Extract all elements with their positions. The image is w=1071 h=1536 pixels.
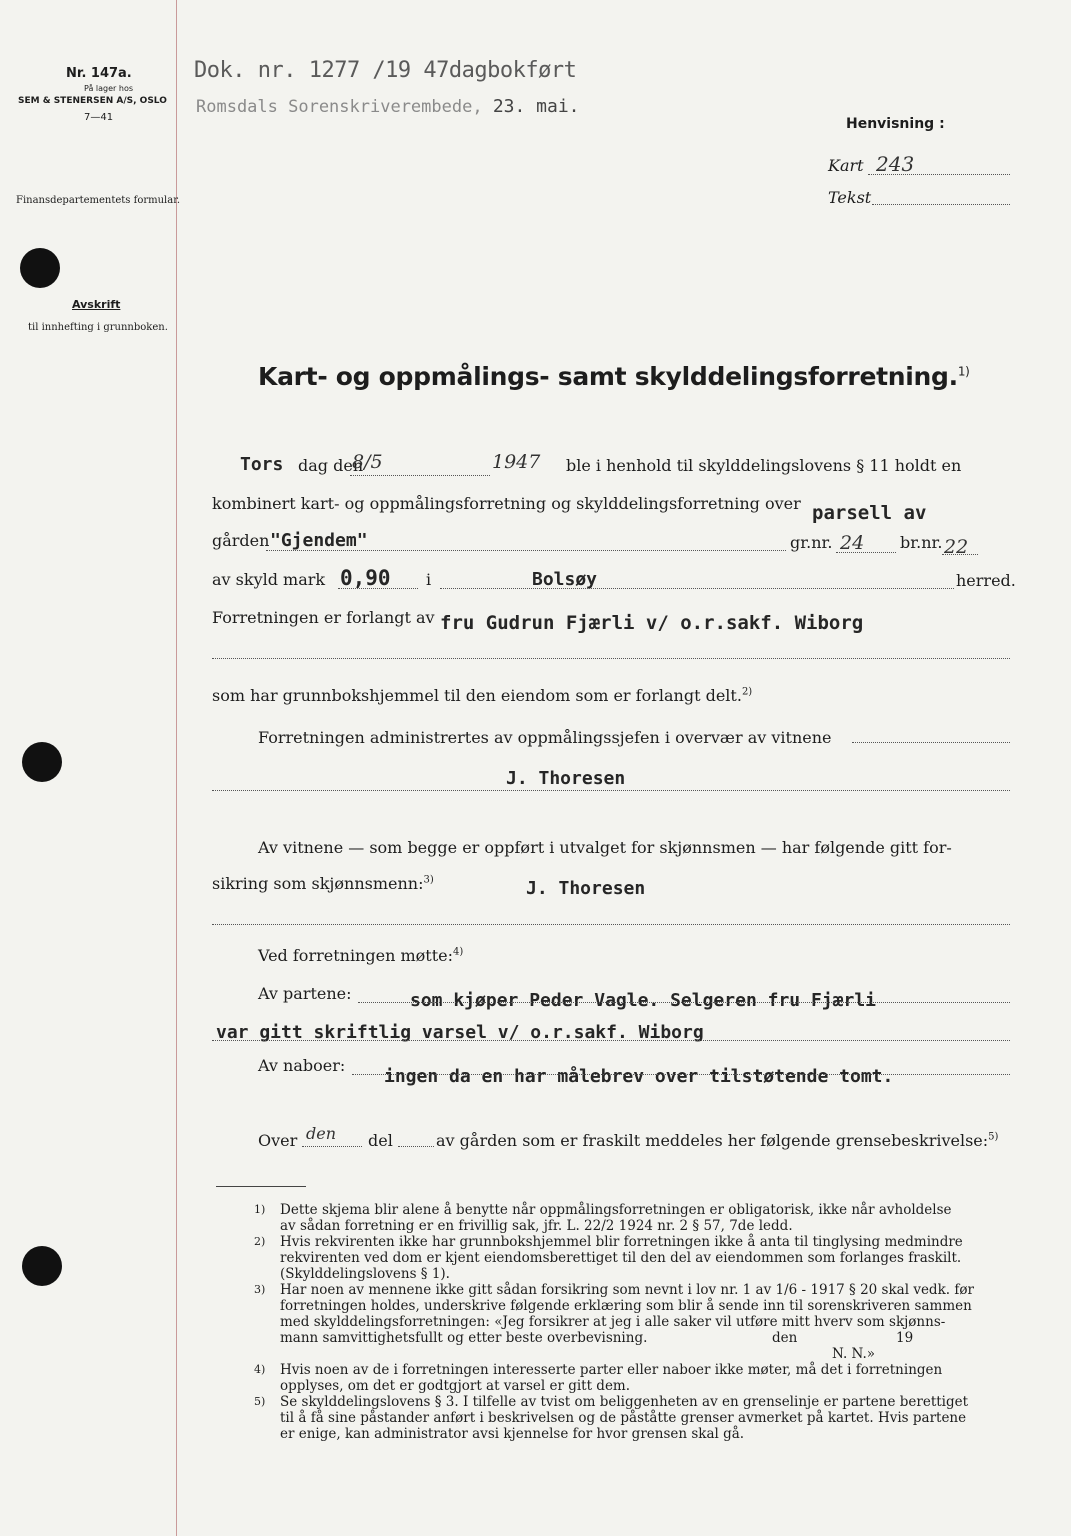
kart-value: 243 — [876, 152, 915, 176]
grnr-value: 24 — [840, 532, 865, 554]
i-label: i — [426, 570, 432, 589]
grense-note: 5) — [988, 1131, 999, 1143]
vitner-dotted-line — [212, 924, 1010, 925]
motte-note: 4) — [452, 946, 464, 958]
line-2-text: kombinert kart- og oppmålingsforretning og skylddelingsforretning over — [212, 494, 801, 513]
kart-label: Kart — [828, 156, 864, 175]
herred-dotted-line — [440, 588, 954, 589]
grense-text: av gården som er fraskilt meddeles her følgende grensebeskrivelse: — [436, 1131, 989, 1150]
partene-dotted-line-1 — [358, 1002, 1010, 1003]
grunnbok-text: som har grunnbokshjemmel til den eiendom som er forlangt delt. — [212, 686, 742, 705]
skyld-dotted-line — [338, 588, 418, 589]
admin-dotted-line — [852, 742, 1010, 743]
witness-dotted-line — [212, 790, 1010, 791]
reference-heading: Henvisning : — [846, 116, 945, 132]
grnr-dotted-line — [836, 552, 896, 553]
partene-value-2: var gitt skriftlig varsel v/ o.r.sakf. Wiborg — [216, 1022, 704, 1043]
garden-dotted-line — [266, 550, 786, 551]
partene-dotted-line-2 — [212, 1040, 1010, 1041]
department-label: Finansdepartementets formular. — [16, 195, 181, 206]
herred-value: Bolsøy — [532, 569, 598, 590]
footnote-4-number: 4) — [254, 1363, 266, 1376]
footnote-1-line-b: av sådan forretning er en frivillig sak, jfr. L. 22/2 1924 nr. 2 § 57, 7de ledd. — [280, 1218, 793, 1234]
margin-line — [176, 0, 177, 1536]
admin-line: Forretningen administrertes av oppmålingssjefen i overvær av vitnene — [258, 728, 832, 747]
grnr-label: gr.nr. — [790, 533, 833, 552]
punch-hole-middle — [22, 742, 62, 782]
footnote-3-line-d: mann samvittighetsfullt og etter beste overbevisning. — [280, 1330, 648, 1346]
naboer-dotted-line — [352, 1074, 1010, 1075]
punch-hole-bottom — [22, 1246, 62, 1286]
brnr-dotted-line — [942, 554, 978, 555]
del-label: del — [368, 1131, 393, 1150]
brnr-label: br.nr. — [900, 533, 943, 552]
vitner-line-1: Av vitnene — som begge er oppført i utvalget for skjønnsmen — har følgende gitt for- — [258, 838, 952, 857]
garden-label: gården — [212, 531, 270, 550]
year-value: 1947 — [492, 451, 541, 473]
avskrift-sub: til innhefting i grunnboken. — [28, 322, 168, 333]
line-1-rest: ble i henhold til skylddelingslovens § 11 holdt en — [566, 456, 962, 475]
dag-den-label: dag den — [298, 456, 364, 475]
footnote-3-line-b: forretningen holdes, underskrive følgende erklæring som blir å sende inn til sorenskriveren sammen — [280, 1298, 972, 1314]
del-dotted-line — [398, 1146, 434, 1147]
naboer-label: Av naboer: — [258, 1056, 346, 1075]
over-hand-value: den — [306, 1124, 337, 1143]
grunnbok-note: 2) — [741, 686, 753, 698]
footnote-5-line-b: til å få sine påstander anført i beskrivelsen og de påståtte grenser avmerket på kartet. Hvis partene — [280, 1410, 967, 1426]
vitner-line-2 — [212, 874, 434, 893]
grense-line — [436, 1131, 998, 1150]
partene-label: Av partene: — [258, 984, 352, 1003]
footnote-2-number: 2) — [254, 1235, 266, 1248]
forlangt-dotted-line — [212, 658, 1010, 659]
footnote-3-line-a: Har noen av mennene ikke gitt sådan forsikring som nevnt i lov nr. 1 av 1/6 - 1917 § 20 skal vedk. før — [280, 1282, 974, 1298]
vitner-value: J. Thoresen — [526, 878, 646, 899]
footnote-2-line-c: (Skylddelingslovens § 1). — [280, 1266, 450, 1282]
footnote-3-line-c: med skylddelingsforretningen: «Jeg forsikrer at jeg i alle saker vil utføre mitt hverv som skjønns- — [280, 1314, 946, 1330]
grunnbok-line — [212, 686, 752, 705]
document-title — [258, 362, 970, 391]
form-number: Nr. 147a. — [66, 66, 132, 81]
over-dotted-line — [302, 1146, 362, 1147]
document-stamp-line-1: Dok. nr. 1277 /19 47dagbokført — [194, 58, 577, 83]
forlangt-label: Forretningen er forlangt av — [212, 608, 435, 627]
partene-value-1: som kjøper Peder Vagle. Selgeren fru Fjærli — [410, 990, 876, 1011]
forlangt-value: fru Gudrun Fjærli v/ o.r.sakf. Wiborg — [440, 612, 864, 634]
tekst-dotted-line — [872, 204, 1010, 205]
document-stamp-line-2 — [196, 96, 580, 117]
footnote-4-line-b: opplyses, om det er godtgjort at varsel er gitt dem. — [280, 1378, 631, 1394]
footnote-separator — [216, 1186, 306, 1187]
over-label: Over — [258, 1131, 298, 1150]
footnote-2-line-b: rekvirenten ved dom er kjent eiendomsberettiget til den del av eiendommen som forlanges fraskilt. — [280, 1250, 962, 1266]
punch-hole-top — [20, 248, 60, 288]
footnote-2-line-a: Hvis rekvirenten ikke har grunnbokshjemmel blir forretningen ikke å anta til tinglysing medmindre — [280, 1234, 963, 1250]
vitner-line-2-text: sikring som skjønnsmenn: — [212, 874, 424, 893]
footnote-5-line-a: Se skylddelingslovens § 3. I tilfelle av tvist om beliggenheten av en grenselinje er partene berettiget — [280, 1394, 969, 1410]
publisher-line-2: SEM & STENERSEN A/S, OSLO — [18, 96, 167, 106]
date-dotted-line — [350, 475, 490, 476]
motte-line — [258, 946, 463, 965]
over-value: parsell av — [812, 502, 927, 524]
footnote-1-line-a: Dette skjema blir alene å benytte når oppmålingsforretningen er obligatorisk, ikke når avholdelse — [280, 1202, 952, 1218]
skyld-label: av skyld mark — [212, 570, 326, 589]
vitner-note: 3) — [423, 874, 434, 886]
title-note: 1) — [957, 364, 970, 379]
tekst-label: Tekst — [828, 188, 872, 207]
stamp-date: 23. mai. — [492, 96, 580, 117]
footnote-4-line-a: Hvis noen av de i forretningen interesserte parter eller naboer ikke møter, må det i forretningen — [280, 1362, 943, 1378]
motte-label: Ved forretningen møtte: — [258, 946, 453, 965]
footnote-5-number: 5) — [254, 1395, 266, 1408]
brnr-value: 22 — [944, 536, 969, 558]
naboer-value: ingen da en har målebrev over tilstøtende tomt. — [384, 1066, 894, 1087]
garden-value: "Gjendem" — [270, 530, 368, 551]
avskrift-label: Avskrift — [72, 298, 121, 311]
herred-label: herred. — [956, 571, 1016, 590]
date-value: 8/5 — [352, 451, 383, 473]
footnote-5-line-c: er enige, kan administrator avsi kjennelse for hvor grensen skal gå. — [280, 1426, 745, 1442]
footnote-3-year: 19 — [896, 1330, 914, 1346]
title-text: Kart- og oppmålings- samt skylddelingsforretning. — [258, 362, 958, 391]
stamp-office: Romsdals Sorenskriverembede, — [196, 97, 483, 117]
skyld-value: 0,90 — [340, 566, 391, 590]
footnote-3-line-e: N. N.» — [832, 1346, 876, 1362]
weekday-value: Tors — [240, 454, 284, 475]
footnote-3-den: den — [772, 1330, 798, 1346]
footnote-3-number: 3) — [254, 1283, 266, 1296]
witness-value: J. Thoresen — [506, 768, 626, 789]
form-date: 7—41 — [84, 112, 114, 123]
footnote-1-number: 1) — [254, 1203, 266, 1216]
publisher-line-1: På lager hos — [84, 84, 133, 93]
